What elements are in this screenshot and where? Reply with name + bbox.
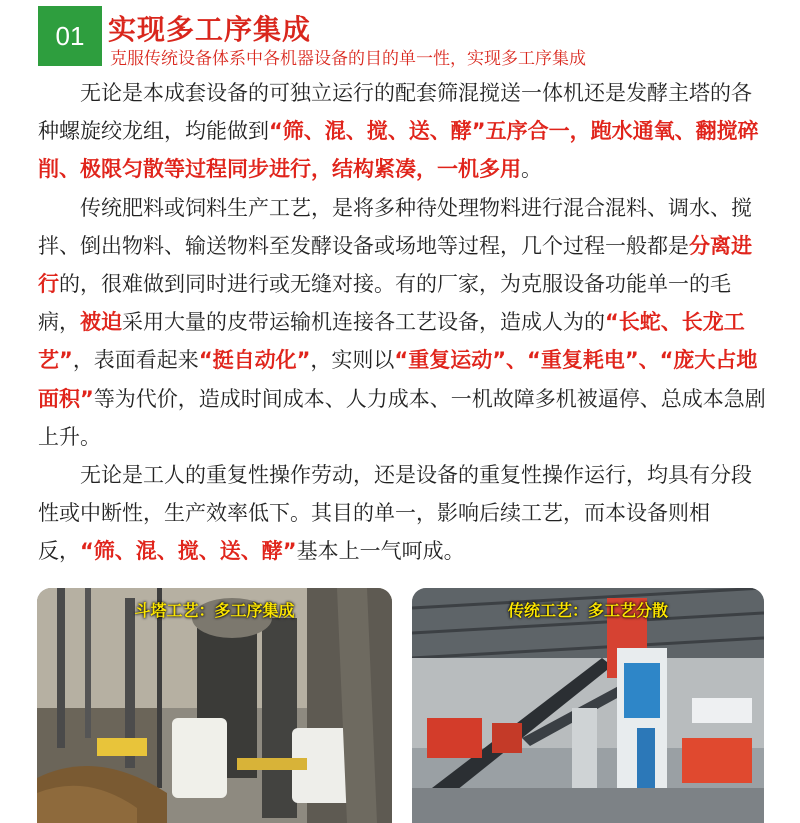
factory-photo-right bbox=[412, 588, 764, 823]
photo-traditional-process bbox=[412, 588, 764, 823]
factory-photo-left bbox=[37, 588, 392, 823]
highlight-text: “筛、混、搅、送、酵”五序合一，跑水通氧、翻搅碎削、极限匀散等过程同步进行，结构紧凑，一机多用 bbox=[38, 119, 759, 182]
body-span: 采用大量的皮带运输机连接各工艺设备，造成人为的 bbox=[122, 310, 605, 335]
body-span: 传统肥料或饲料生产工艺，是将多种待处理物料进行混合混料、调水、搅拌、倒出物料、输送物料至发酵设备或场地等过程，几个过程一般都是 bbox=[38, 195, 752, 258]
highlight-text: “挺自动化” bbox=[198, 348, 311, 373]
highlight-text: “筛、混、搅、送、酵” bbox=[80, 539, 297, 564]
body-span: 。 bbox=[521, 157, 542, 182]
highlight-text: 分离进行 bbox=[38, 233, 752, 297]
body-text bbox=[38, 74, 768, 571]
highlight-text: “重复运动”、“重复耗电”、“庞大占地面积” bbox=[38, 348, 758, 411]
section-number-badge: 01 bbox=[38, 6, 102, 66]
photo-caption-left: 斗塔工艺：多工序集成 bbox=[134, 601, 295, 620]
paragraph-2 bbox=[38, 189, 768, 456]
body-span: 无论是本成套设备的可独立运行的配套筛混搅送一体机还是发酵主塔的各种螺旋绞龙组，均能做到 bbox=[38, 81, 752, 144]
section-subtitle: 克服传统设备体系中各机器设备的目的单一性，实现多工序集成 bbox=[110, 49, 586, 69]
paragraph-3 bbox=[38, 456, 768, 571]
body-span: ，实则以 bbox=[310, 348, 395, 373]
highlight-text: “长蛇、长龙工艺” bbox=[38, 310, 745, 373]
photo-integrated-process bbox=[37, 588, 392, 823]
body-span: 等为代价，造成时间成本、人力成本、一机故障多机被逼停、总成本急剧上升。 bbox=[38, 386, 766, 449]
body-span: ，表面看起来 bbox=[72, 348, 199, 373]
paragraph-1 bbox=[38, 74, 768, 189]
section-header bbox=[38, 6, 778, 68]
body-span: 基本上一气呵成。 bbox=[296, 539, 465, 564]
highlight-text: 被迫 bbox=[80, 310, 122, 335]
body-span: 无论是工人的重复性操作劳动，还是设备的重复性操作运行，均具有分段性或中断性，生产效率低下。其目的单一，影响后续工艺，而本设备则相反， bbox=[38, 463, 752, 564]
body-span: 的，很难做到同时进行或无缝对接。有的厂家，为克服设备功能单一的毛病， bbox=[38, 272, 731, 335]
section-title: 实现多工序集成 bbox=[108, 13, 312, 46]
photo-caption-right: 传统工艺：多工艺分散 bbox=[507, 601, 668, 620]
